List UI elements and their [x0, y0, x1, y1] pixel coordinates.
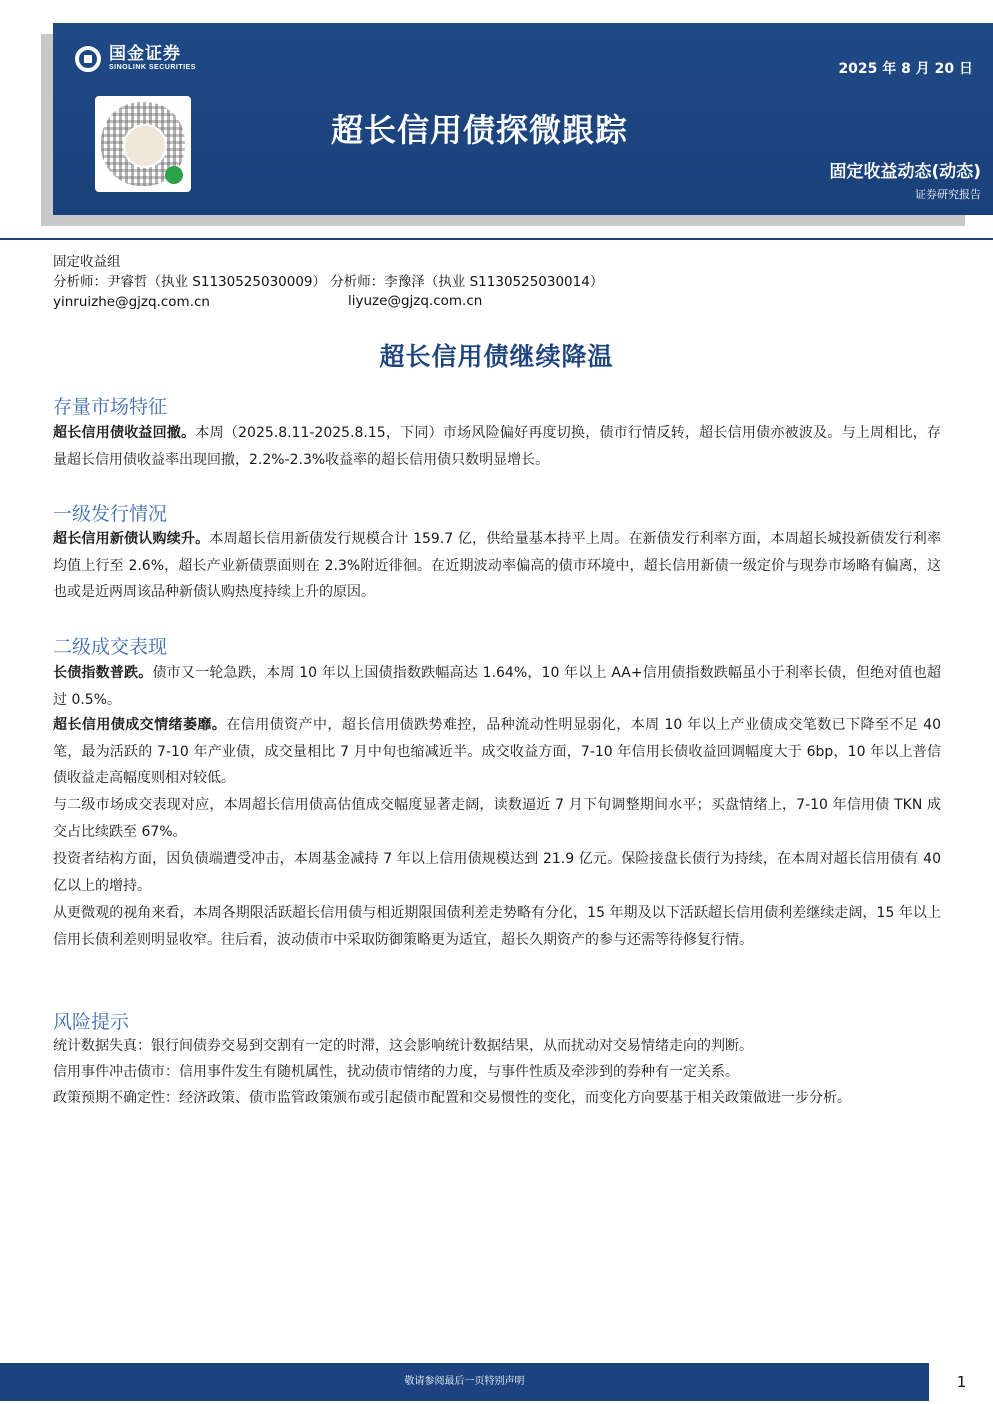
author-analysts: 分析师：尹睿哲（执业 S1130525030009） 分析师：李豫泽（执业 S1130525030014） [53, 274, 604, 290]
paragraph-body: 本周（2025.8.11-2025.8.15，下同）市场风险偏好再度切换，债市行情反转，超长信用债亦被波及。与上周相比，存量超长信用债收益率出现回撤，2.2%-2.3%收益率的超长信用债只数明显增长。 [53, 425, 942, 468]
logo-icon [75, 46, 101, 72]
paragraph [53, 1033, 941, 1060]
author-email-2[interactable]: liyuze@gjzq.com.cn [348, 293, 483, 309]
paragraph [53, 1085, 941, 1112]
logo-cn: 国金证券 [109, 44, 181, 64]
section-heading: 二级成交表现 [53, 636, 168, 658]
paragraph-body: 政策预期不确定性：经济政策、债市监管政策颁布或引起债市配置和交易惯性的变化，而变化方向要基于相关政策做进一步分析。 [53, 1090, 851, 1106]
paragraph-body: 统计数据失真：银行间债券交易到交割有一定的时滞，这会影响统计数据结果，从而扰动对交易情绪走向的判断。 [53, 1038, 753, 1054]
paragraph-lead: 超长信用新债认购续升。 [53, 531, 210, 547]
paragraph [53, 420, 941, 473]
paragraph-lead: 长债指数普跌。 [53, 665, 153, 681]
section-heading: 一级发行情况 [53, 503, 168, 525]
paragraph [53, 526, 941, 606]
paragraph [53, 900, 941, 953]
paragraph-body: 信用事件冲击债市：信用事件发生有随机属性，扰动债市情绪的力度，与事件性质及牵涉到的券种有一定关系。 [53, 1064, 739, 1080]
paragraph-body: 在信用债资产中，超长信用债跌势难控，品种流动性明显弱化，本周 10 年以上产业债成交笔数已下降至不足 40 笔，最为活跃的 7-10 年产业债，成交量相比 7 月中旬也缩减近半。成交收益方面，7-10 年信用长债收益回调幅度大于 6bp，10 年以上普信债收益走高幅度则相对较低。 [53, 717, 942, 786]
report-type: 固定收益动态(动态) [829, 162, 981, 182]
paragraph [53, 792, 941, 845]
paragraph [53, 1059, 941, 1086]
header-title: 超长信用债探微跟踪 [331, 111, 629, 149]
paragraph [53, 660, 941, 713]
paragraph-lead: 超长信用债收益回撤。 [53, 425, 196, 441]
main-title: 超长信用债继续降温 [379, 342, 614, 371]
paragraph-body: 投资者结构方面，因负债端遭受冲击，本周基金减持 7 年以上信用债规模达到 21.9 亿元。保险接盘长债行为持续，在本周对超长信用债有 40 亿以上的增持。 [53, 851, 941, 894]
section-heading: 存量市场特征 [53, 396, 168, 418]
paragraph [53, 846, 941, 899]
footer-disclaimer: 敬请参阅最后一页特别声明 [0, 1363, 929, 1401]
paragraph-body: 债市又一轮急跌，本周 10 年以上国债指数跌幅高达 1.64%，10 年以上 AA+信用债指数跌幅虽小于利率长债，但绝对值也超过 0.5%。 [53, 665, 941, 708]
report-header [53, 23, 993, 215]
report-date: 2025 年 8 月 20 日 [838, 61, 973, 77]
paragraph-lead: 超长信用债成交情绪萎靡。 [53, 717, 227, 733]
paragraph-body: 从更微观的视角来看，本周各期限活跃超长信用债与相近期限国债利差走势略有分化，15 年期及以下活跃超长信用债利差继续走阔，15 年以上信用长债利差则明显收窄。往后看，波动债市中采取防御策略更为适宜，超长久期资产的参与还需等待修复行情。 [53, 905, 941, 948]
paragraph-body: 本周超长信用新债发行规模合计 159.7 亿，供给量基本持平上周。在新债发行利率方面，本周超长城投新债发行利率均值上行至 2.6%，超长产业新债票面则在 2.3%附近徘徊。在近期波动率偏高的债市环境中，超长信用新债一级定价与现券市场略有偏离，这也或是近两周该品种新债认购热度持续上升的原因。 [53, 531, 941, 600]
report-category: 证券研究报告 [915, 188, 981, 201]
section-heading: 风险提示 [53, 1011, 130, 1033]
paragraph [53, 712, 941, 792]
author-group: 固定收益组 [53, 254, 121, 270]
qr-code-icon [95, 96, 191, 192]
author-block [53, 252, 603, 312]
header-divider [0, 238, 993, 240]
paragraph-body: 与二级市场成交表现对应，本周超长信用债高估值成交幅度显著走阔，读数逼近 7 月下旬调整期间水平；买盘情绪上，7-10 年信用债 TKN 成交占比续跌至 67%。 [53, 797, 941, 840]
logo-en: SINOLINK SECURITIES [109, 64, 196, 71]
author-email-1[interactable]: yinruizhe@gjzq.com.cn [53, 294, 210, 310]
page-number: 1 [956, 1373, 967, 1391]
company-logo [75, 45, 196, 73]
